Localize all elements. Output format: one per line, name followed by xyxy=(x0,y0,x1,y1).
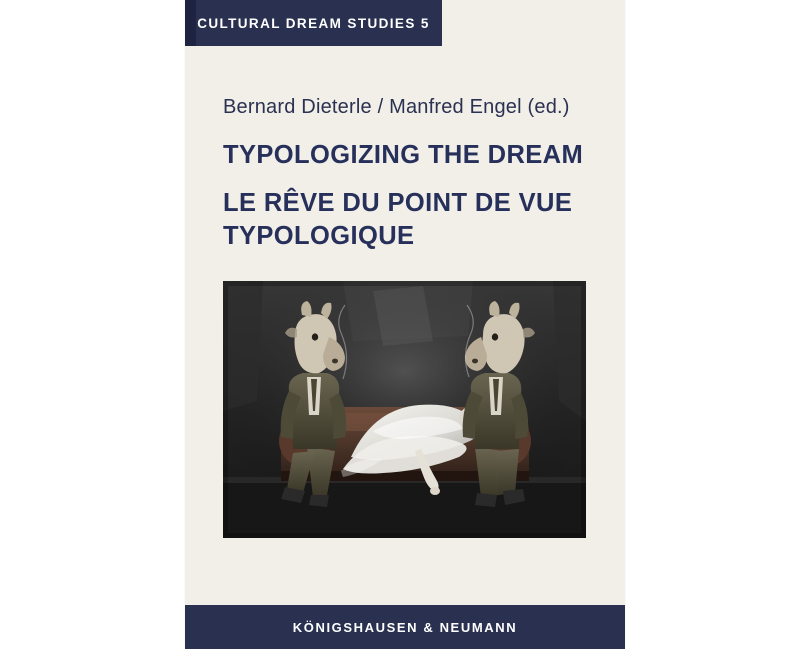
authors-line: Bernard Dieterle / Manfred Engel (ed.) xyxy=(223,96,570,118)
title-english: TYPOLOGIZING THE DREAM xyxy=(223,141,584,169)
publisher-name: KÖNIGSHAUSEN & NEUMANN xyxy=(292,619,518,635)
series-band xyxy=(185,0,625,46)
title-block xyxy=(223,139,613,254)
series-band-right-cutout xyxy=(442,0,625,46)
title-french-line1: LE RÊVE DU POINT DE VUE xyxy=(223,188,573,217)
cover-artwork-illustration xyxy=(223,281,586,538)
cover-artwork xyxy=(223,281,586,538)
book-cover xyxy=(185,0,625,649)
publisher-band xyxy=(185,605,625,649)
title-french-line2: TYPOLOGIQUE xyxy=(223,222,415,251)
series-label: CULTURAL DREAM STUDIES 5 xyxy=(197,15,430,31)
title-french xyxy=(223,187,613,254)
